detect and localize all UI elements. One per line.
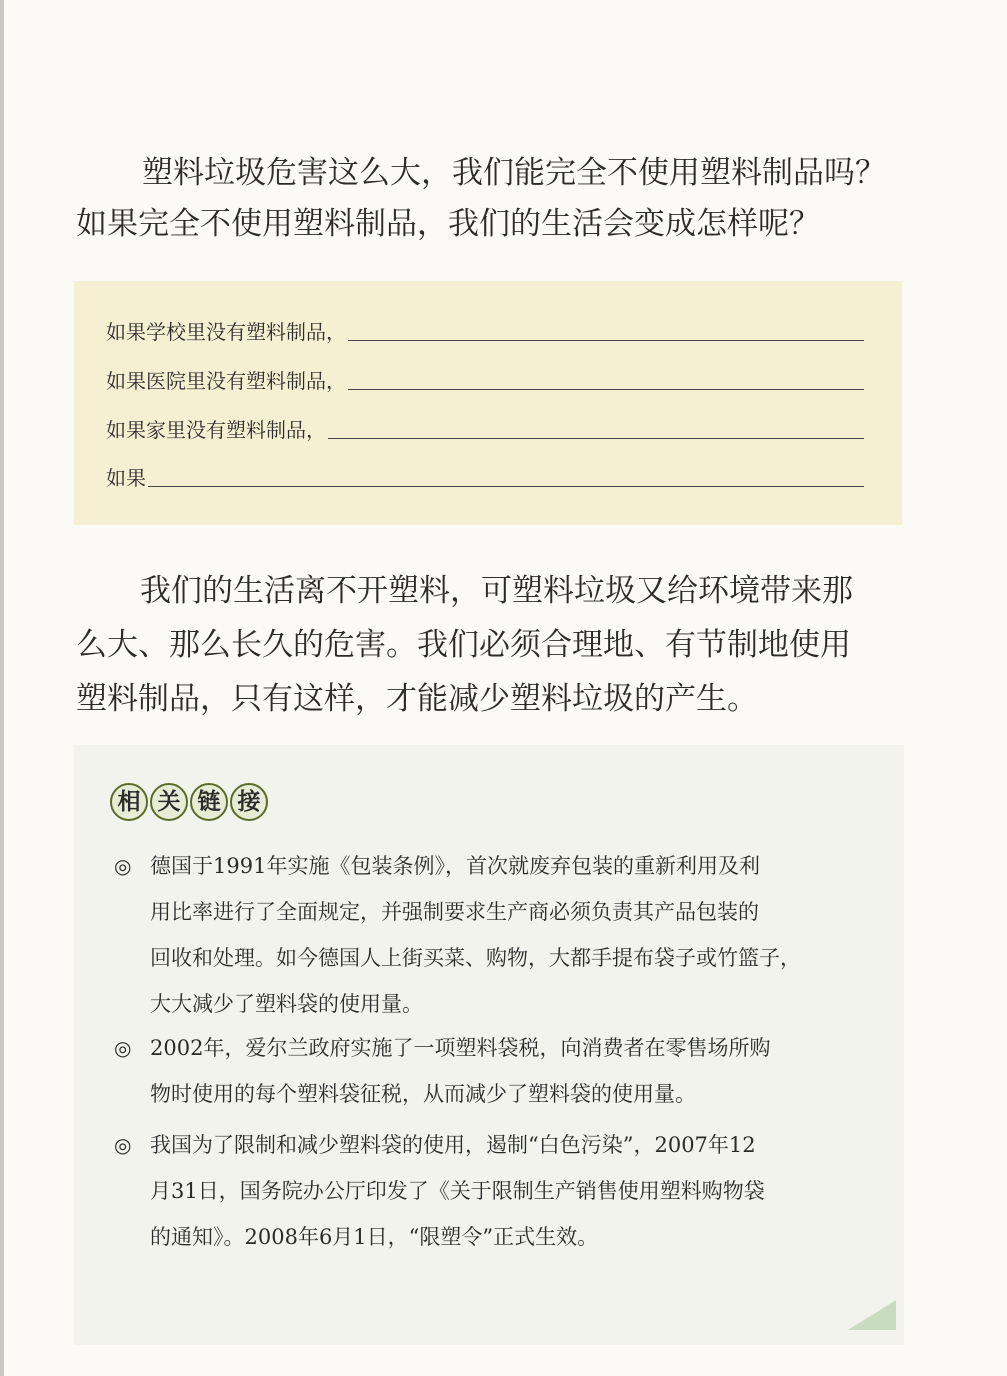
item-line: 的通知》。2008年6月1日，“限塑令”正式生效。	[150, 1225, 599, 1249]
item-line: 用比率进行了全面规定，并强制要求生产商必须负责其产品包装的	[150, 900, 759, 924]
summary-paragraph	[76, 564, 906, 726]
fill-row-label: 如果家里没有塑料制品，	[106, 418, 326, 442]
item-line: 回收和处理。如今德国人上街买菜、购物，大都手提布袋子或竹篮子，	[150, 946, 801, 970]
title-char: 相	[110, 783, 148, 821]
related-item-china	[114, 1122, 874, 1260]
page-corner-arrow-icon	[848, 1300, 896, 1330]
fill-blank-line[interactable]	[348, 340, 864, 341]
item-line: 2002年，爱尔兰政府实施了一项塑料袋税，向消费者在零售场所购	[150, 1036, 771, 1060]
item-line: 大大减少了塑料袋的使用量。	[150, 992, 423, 1016]
intro-line: 塑料垃圾危害这么大，我们能完全不使用塑料制品吗？	[142, 155, 886, 191]
fill-row-other[interactable]	[106, 461, 864, 491]
fill-blank-line[interactable]	[348, 389, 864, 390]
fill-row-label: 如果	[106, 466, 146, 490]
title-char: 关	[150, 783, 188, 821]
item-line: 月31日，国务院办公厅印发了《关于限制生产销售使用塑料购物袋	[150, 1179, 765, 1203]
fill-row-hospital[interactable]	[106, 364, 864, 394]
bullet-mark-icon: ◎	[114, 1036, 132, 1060]
item-line: 德国于1991年实施《包装条例》，首次就废弃包装的重新利用及利	[150, 854, 760, 878]
page-edge	[0, 0, 4, 1376]
title-char: 接	[230, 783, 268, 821]
summary-line: 塑料制品，只有这样，才能减少塑料垃圾的产生。	[76, 681, 758, 717]
fill-blank-line[interactable]	[148, 486, 864, 487]
intro-paragraph	[76, 148, 906, 250]
summary-line: 我们的生活离不开塑料，可塑料垃圾又给环境带来那	[140, 573, 853, 609]
title-char: 链	[190, 783, 228, 821]
related-item-germany	[114, 843, 874, 1027]
related-links-title	[110, 783, 268, 821]
intro-line: 如果完全不使用塑料制品，我们的生活会变成怎样呢？	[76, 206, 820, 242]
related-item-ireland	[114, 1025, 874, 1117]
item-line: 我国为了限制和减少塑料袋的使用，遏制“白色污染”，2007年12	[150, 1133, 756, 1157]
summary-line: 么大、那么长久的危害。我们必须合理地、有节制地使用	[76, 627, 851, 663]
related-links-box	[74, 745, 904, 1345]
fill-row-label: 如果学校里没有塑料制品，	[106, 320, 346, 344]
fill-in-box	[74, 281, 902, 525]
fill-row-label: 如果医院里没有塑料制品，	[106, 369, 346, 393]
item-line: 物时使用的每个塑料袋征税，从而减少了塑料袋的使用量。	[150, 1082, 696, 1106]
bullet-mark-icon: ◎	[114, 1133, 132, 1157]
bullet-mark-icon: ◎	[114, 854, 132, 878]
fill-blank-line[interactable]	[328, 438, 864, 439]
fill-row-school[interactable]	[106, 315, 864, 345]
fill-row-home[interactable]	[106, 413, 864, 443]
